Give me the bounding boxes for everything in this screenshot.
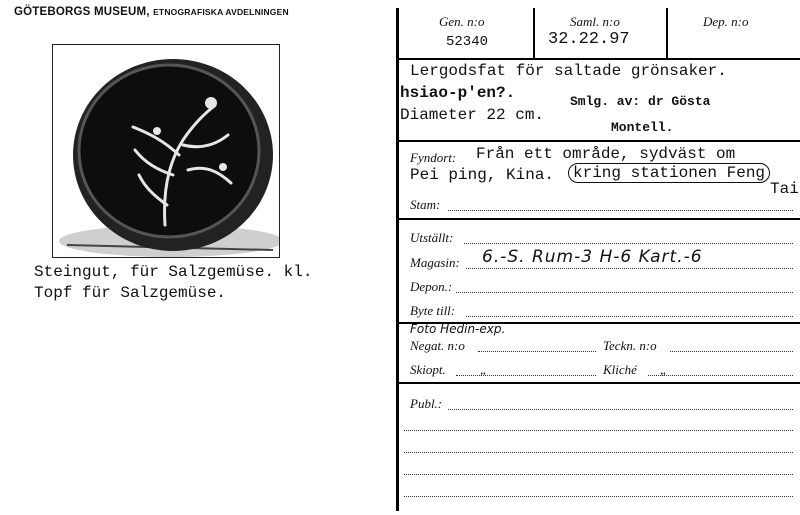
stam-line (448, 210, 793, 211)
caption-line-1: Steingut, für Salzgemüse. kl. (34, 263, 313, 281)
card-divider-1 (533, 8, 535, 58)
description-native-name: hsiao-p'en?. (400, 84, 516, 102)
publ-line-1 (448, 409, 793, 410)
cliche-line (648, 375, 793, 376)
description-collector: Smlg. av: dr Gösta (570, 94, 711, 109)
cliche-label: Kliché (603, 362, 637, 377)
publ-line-5 (404, 496, 793, 497)
foto-handwritten: Foto Hedin-exp. (410, 322, 506, 336)
gen-label: Gen. n:o (439, 14, 485, 29)
description-collector-surname: Montell. (611, 120, 674, 135)
dish-image (53, 45, 279, 257)
description-diameter: Diameter 22 cm. (400, 106, 545, 124)
skiopt-label: Skiopt. (410, 362, 446, 377)
caption-line-2: Topf für Salzgemüse. (34, 284, 227, 302)
dep-label: Dep. n:o (703, 14, 749, 29)
publ-label: Publ.: (410, 396, 443, 411)
card-divider-2 (666, 8, 668, 58)
skiopt-rule (396, 382, 800, 384)
publ-line-4 (404, 474, 793, 475)
fyndort-line-1: Från ett område, sydväst om (476, 145, 736, 163)
skiopt-line (456, 375, 596, 376)
publ-line-2 (404, 430, 793, 431)
museum-name: GÖTEBORGS MUSEUM, (14, 6, 150, 18)
saml-value: 32.22.97 (548, 30, 630, 49)
publ-line-3 (404, 452, 793, 453)
gen-value: 52340 (446, 34, 489, 50)
teckn-line (670, 351, 793, 352)
fyndort-line-2: Pei ping, Kina. (410, 166, 555, 184)
stam-label: Stam: (410, 197, 441, 212)
saml-label: Saml. n:o (570, 14, 620, 29)
german-caption (34, 262, 312, 304)
object-photo (52, 44, 280, 258)
byte-line (466, 316, 793, 317)
fyndort-line-3: Tai (770, 180, 799, 198)
magasin-label: Magasin: (410, 255, 460, 270)
magasin-line (466, 268, 793, 269)
depon-line (456, 292, 793, 293)
stam-rule (396, 218, 800, 220)
magasin-handwritten: 6.-S. Rum-3 H-6 Kart.-6 (482, 247, 703, 267)
museum-header (14, 6, 289, 18)
utstallt-label: Utställt: (410, 230, 454, 245)
utstallt-line (464, 243, 793, 244)
cliche-ditto: „ (660, 362, 668, 377)
teckn-label: Teckn. n:o (603, 338, 657, 353)
byte-label: Byte till: (410, 303, 456, 318)
description-rule (396, 140, 800, 142)
department-name: ETNOGRAFISKA AVDELNINGEN (153, 7, 289, 17)
depon-label: Depon.: (410, 279, 453, 294)
card-left-border (396, 8, 399, 511)
fyndort-circled-place: kring stationen Feng (568, 163, 770, 183)
description-line-1: Lergodsfat för saltade grönsaker. (410, 62, 727, 80)
card-header-rule (396, 58, 800, 60)
fyndort-label: Fyndort: (410, 150, 457, 165)
negat-label: Negat. n:o (410, 338, 465, 353)
negat-line (478, 351, 596, 352)
skiopt-ditto: „ (480, 362, 488, 377)
